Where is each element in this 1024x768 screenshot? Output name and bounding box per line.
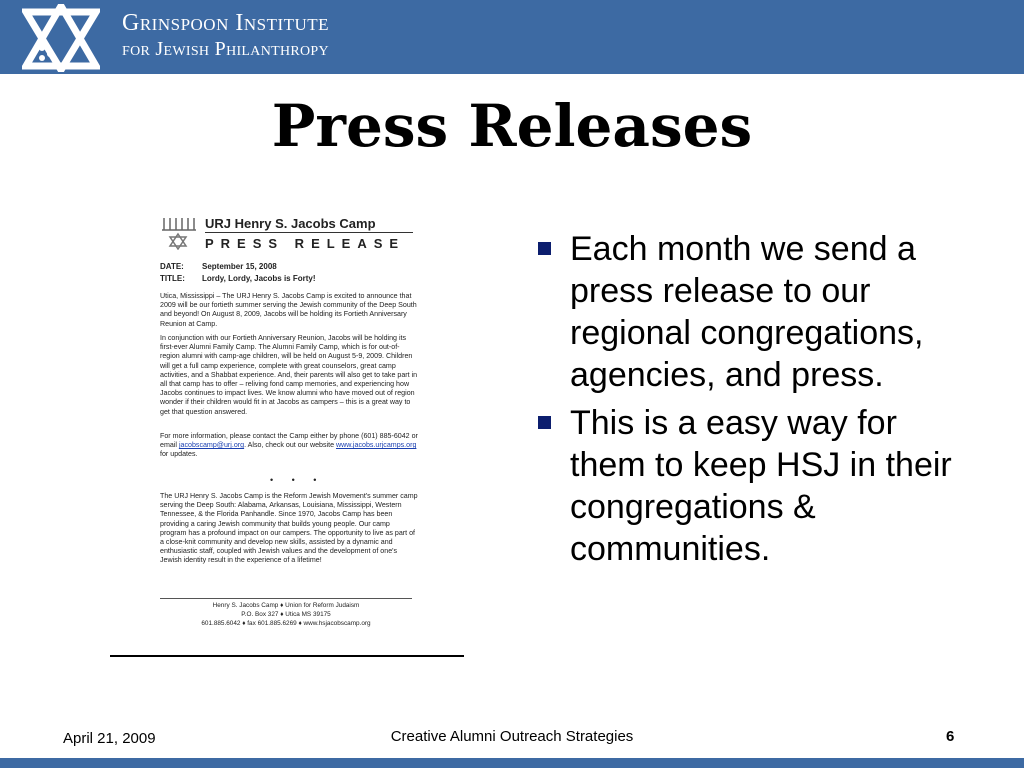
footer-date: April 21, 2009	[63, 730, 156, 747]
bullet-text: Each month we send a press release to our regional congregations, agencies, and press.	[570, 230, 924, 394]
contact-text-a: For more information, please contact the Camp either by phone (601) 885-6042 or email	[160, 432, 418, 450]
square-bullet-icon	[538, 416, 551, 429]
section-dots: • • •	[270, 475, 325, 485]
doc-footer-line3: 601.885.6042 ♦ fax 601.885.6269 ♦ www.hsjacobscamp.org	[201, 620, 371, 627]
press-release-document	[150, 208, 422, 633]
date-label: DATE:	[160, 262, 184, 271]
page-number: 6	[946, 728, 955, 745]
doc-paragraph-1: Utica, Mississippi – The URJ Henry S. Jacobs Camp is excited to announce that 2009 will be our fortieth summer serving the Jewish community of the Deep South and beyond! On August 8, 2009, Jacobs will be holding its Fortieth Anniversary Reunion at Camp.	[160, 292, 417, 328]
star-of-david-icon	[22, 4, 100, 72]
doc-paragraph-3	[160, 432, 418, 460]
doc-paragraph-4: The URJ Henry S. Jacobs Camp is the Reform Jewish Movement's summer camp serving the Deep South: Alabama, Arkansas, Louisiana, Mississippi, Western Tennessee, & the Florida Panhandle. Since 1970, Jacobs Camp has been providing a caring Jewish community that builds young people. Our camp program has a profound impact on our campers. The opportunity to live as part of a close-knit community and develop new skills, assisted by a dynamic and enthusiastic staff, coupled with Jewish values and the development of one's Jewish identity result in the experience of a lifetime!	[160, 492, 418, 565]
slide-title: Press Releases	[271, 92, 753, 160]
header-bar	[0, 0, 1024, 74]
bullet-text: This is a easy way for them to keep HSJ in their congregations & communities.	[570, 404, 952, 568]
date-line	[160, 262, 277, 271]
square-bullet-icon	[538, 242, 551, 255]
press-release-heading: PRESS RELEASE	[205, 236, 406, 251]
image-underline	[110, 655, 464, 657]
footer-title: Creative Alumni Outreach Strategies	[390, 728, 634, 745]
doc-footer-line1: Henry S. Jacobs Camp ♦ Union for Reform Judaism	[212, 602, 360, 609]
title-line	[160, 274, 316, 283]
contact-text-c: for updates.	[160, 450, 198, 459]
org-name-line2: for Jewish Philanthropy	[122, 38, 329, 60]
bullet-list	[538, 228, 978, 576]
date-value: September 15, 2008	[202, 262, 277, 271]
doc-footer-line2: P.O. Box 327 ♦ Utica MS 39175	[241, 611, 331, 618]
org-name-line1: Grinspoon Institute	[122, 10, 330, 36]
email-link[interactable]: jacobscamp@urj.org	[178, 441, 245, 450]
contact-text-b: . Also, check out our website	[244, 441, 336, 450]
title-label: TITLE:	[160, 274, 185, 283]
bottom-bar	[0, 758, 1024, 768]
title-value: Lordy, Lordy, Jacobs is Forty!	[202, 274, 316, 283]
menorah-icon	[156, 214, 200, 250]
doc-paragraph-2: In conjunction with our Fortieth Anniversary Reunion, Jacobs will be holding its first-ever Alumni Family Camp. The Alumni Family Camp, which is for out-of-region alumni with camp-age children, will be held on August 5-9, 2009. Children will get a full camp experience, complete with great counselors, great camp activities, and a Shabbat experience. And, their parents will also get to take part in all that camp has to offer – reliving fond camp memories, and experiencing how Jacobs continues to impact lives. We know alumni who have moved out of region wonder if their children would fit in at Jacobs as campers – this is a great way to get that question answered.	[160, 334, 418, 416]
website-link[interactable]: www.jacobs.urjcamps.org	[335, 441, 417, 450]
camp-name: URJ Henry S. Jacobs Camp	[205, 216, 376, 231]
bullet-item	[538, 402, 978, 570]
doc-footer-divider	[160, 598, 412, 599]
bullet-item	[538, 228, 978, 396]
doc-divider	[205, 232, 413, 233]
